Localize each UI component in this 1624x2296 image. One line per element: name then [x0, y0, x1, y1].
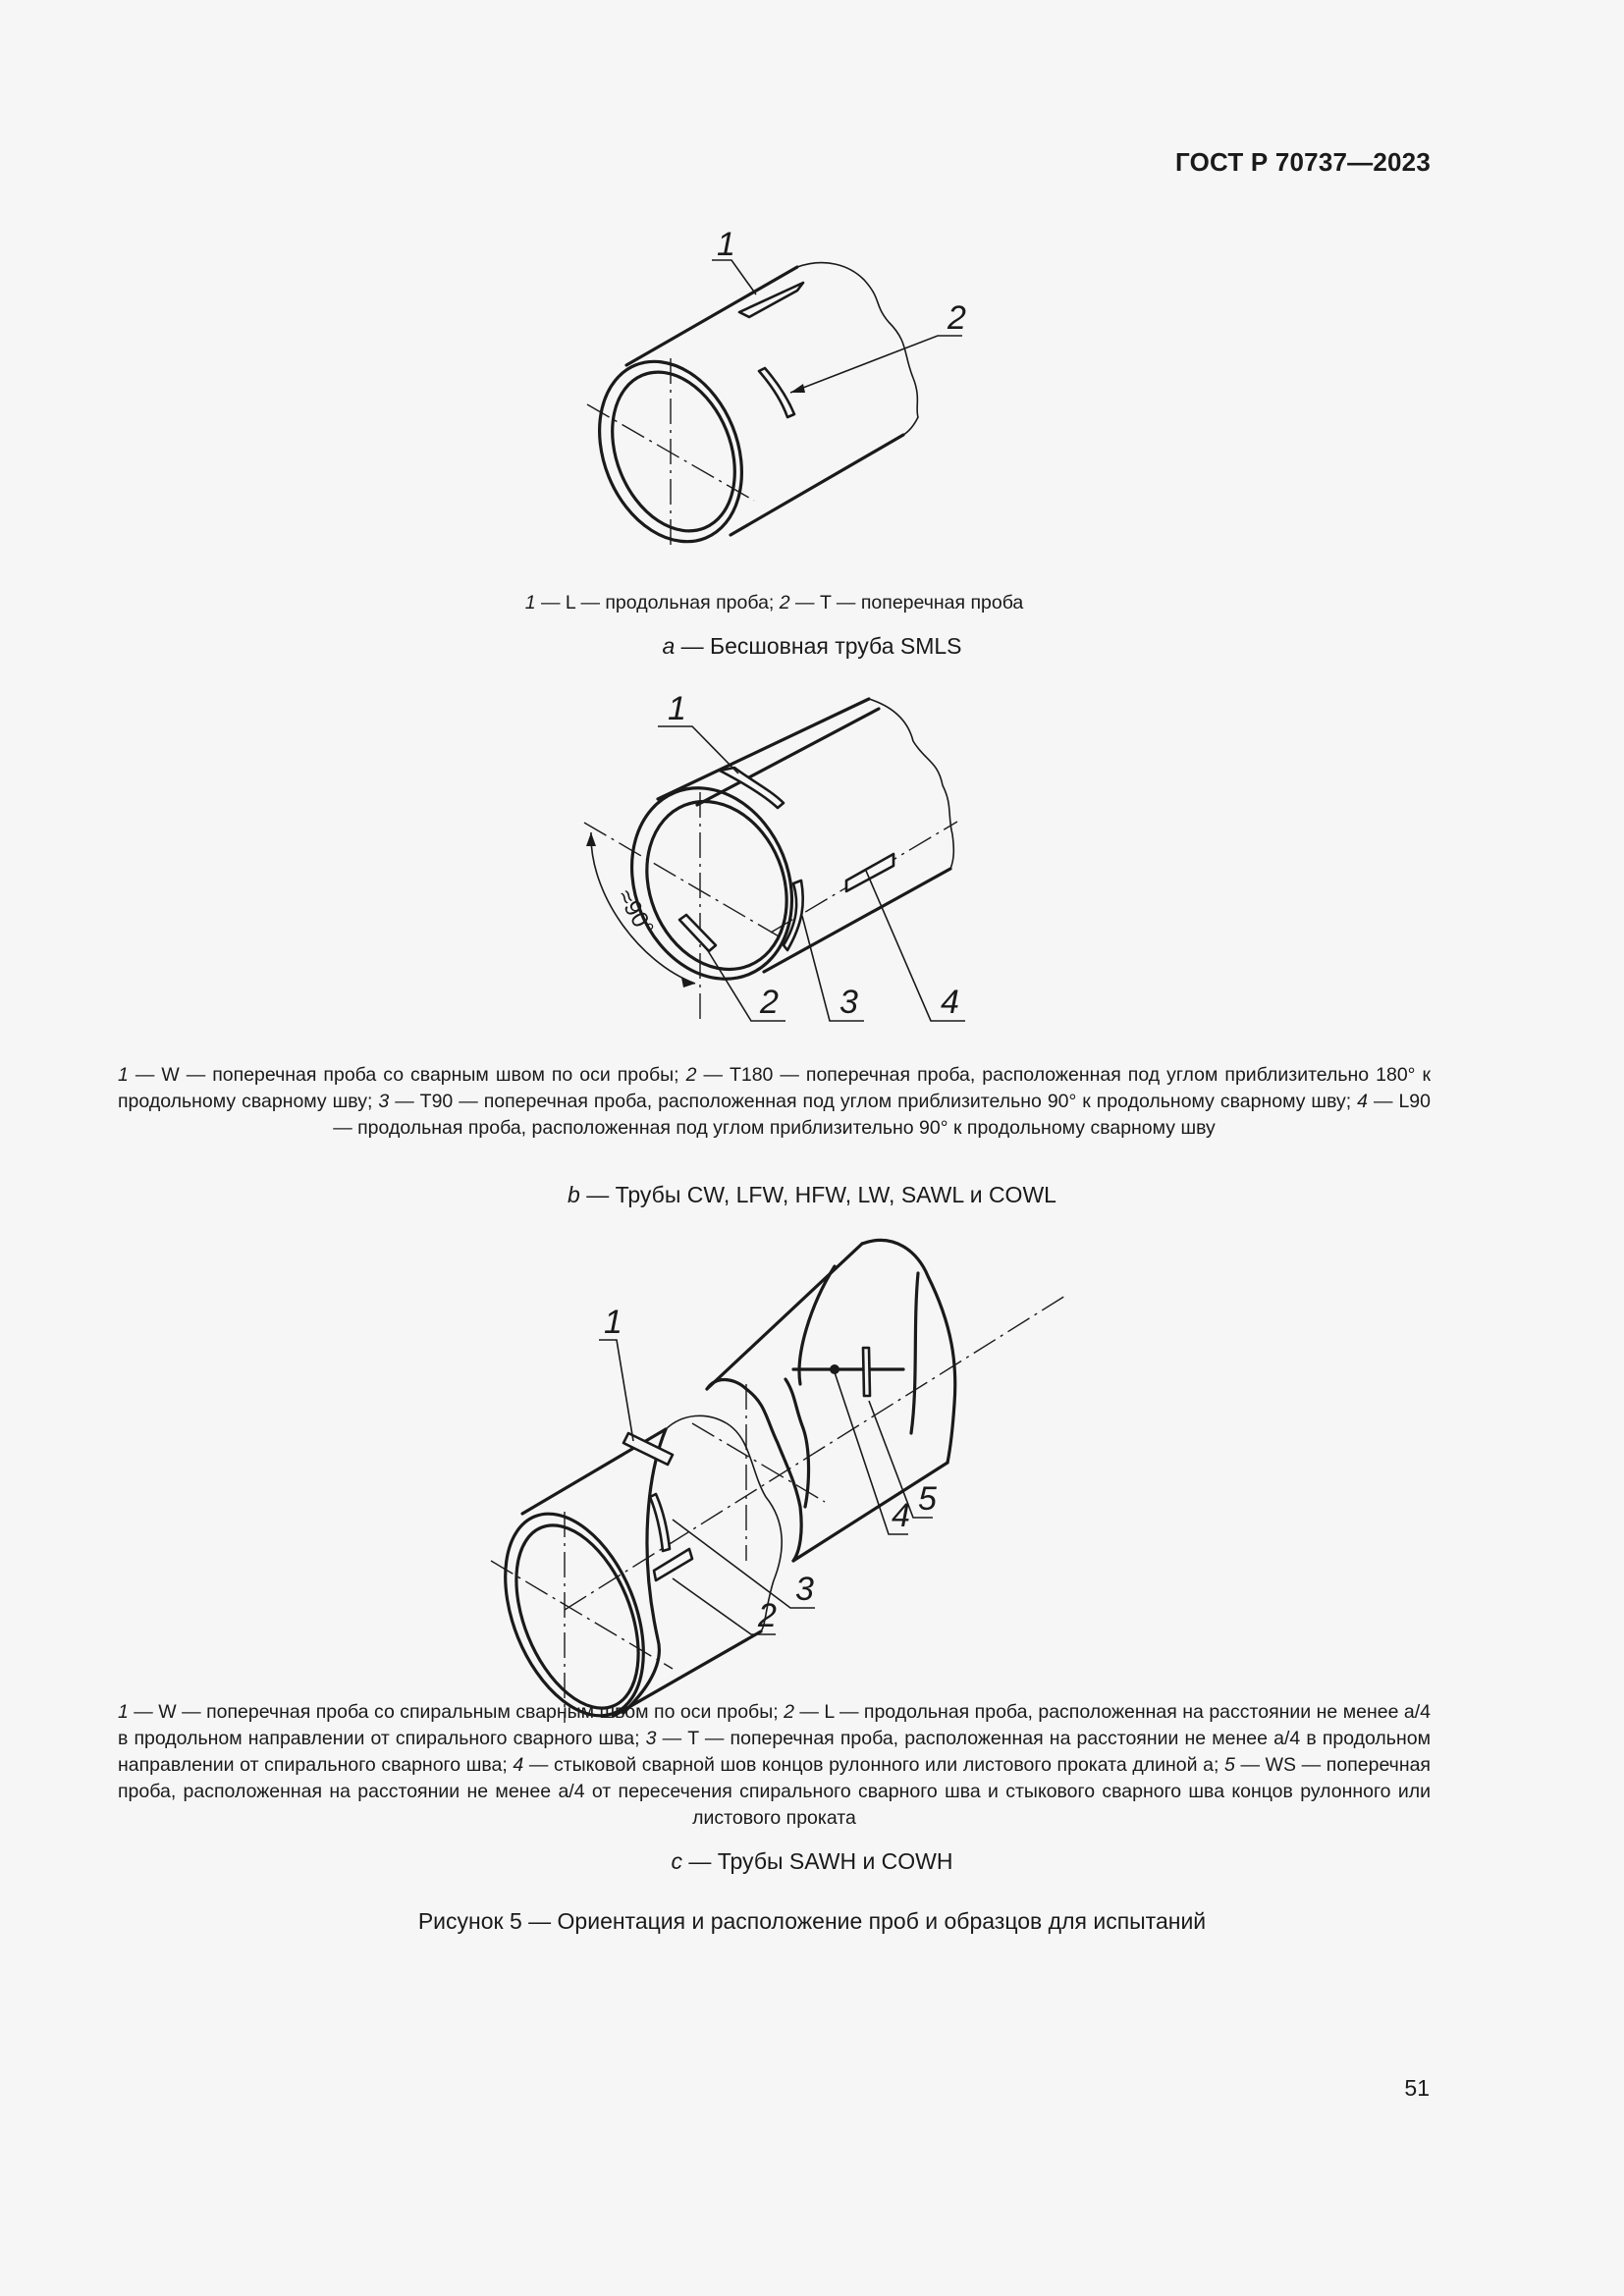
- figure-c-drawing: [471, 1237, 1080, 1669]
- caption-text: — Бесшовная труба SMLS: [675, 633, 962, 659]
- page-number: 51: [1404, 2075, 1430, 2101]
- figure-a-legend: [118, 590, 1431, 616]
- legend-text: — WS — поперечная проба, расположенная на расстоянии не менее a/4 от пересечения спирального сварного шва и стыкового сварного шва концов рулонного или листового проката: [118, 1754, 1431, 1829]
- seamless-pipe-diagram: [569, 206, 966, 569]
- legend-num: 2: [685, 1064, 697, 1086]
- angle-label: ≈90°: [611, 884, 659, 940]
- legend-num: 2: [784, 1701, 794, 1723]
- legend-num: 4: [1357, 1091, 1369, 1112]
- legend-text: — стыковой сварной шов концов рулонного или листового проката длиной a;: [523, 1754, 1225, 1776]
- legend-text: — T — поперечная проба, расположенная на расстоянии не менее a/4 в продольном направлении от спирального сварного шва;: [118, 1728, 1431, 1776]
- figure-c-caption: [0, 1848, 1624, 1875]
- longitudinal-weld-pipe-diagram: [569, 677, 982, 1041]
- callout-3: 3: [795, 1571, 814, 1608]
- legend-text: — L — продольная проба;: [535, 592, 780, 614]
- callout-1: 1: [717, 226, 735, 263]
- legend-num: 5: [1224, 1754, 1235, 1776]
- caption-text: — Трубы CW, LFW, HFW, LW, SAWL и COWL: [579, 1182, 1056, 1207]
- callout-3: 3: [839, 984, 858, 1021]
- legend-text: — T90 — поперечная проба, расположенная под углом приблизительно 90° к продольному сварному шву;: [389, 1091, 1358, 1112]
- caption-letter: c: [671, 1848, 682, 1874]
- figure-title: Рисунок 5 — Ориентация и расположение проб и образцов для испытаний: [417, 1908, 1207, 1934]
- spiral-weld-pipe-diagram: [471, 1237, 1080, 1669]
- legend-text: — T — поперечная проба: [789, 592, 1024, 614]
- callout-4: 4: [941, 984, 959, 1021]
- caption-text: — Трубы SAWH и COWH: [681, 1848, 953, 1874]
- legend-num: 1: [118, 1064, 129, 1086]
- legend-text: — W — поперечная проба со сварным швом по оси пробы;: [128, 1064, 686, 1086]
- legend-text: — W — поперечная проба со спиральным сварным швом по оси пробы;: [128, 1701, 785, 1723]
- figure-a-caption: [0, 633, 1624, 660]
- legend-num: 3: [645, 1728, 657, 1749]
- caption-letter: a: [662, 633, 676, 659]
- callout-2: 2: [947, 299, 966, 337]
- callout-2: 2: [760, 984, 779, 1021]
- legend-num: 1: [118, 1701, 129, 1723]
- legend-num: 1: [524, 592, 536, 614]
- callout-1: 1: [668, 690, 686, 727]
- callout-4: 4: [892, 1497, 910, 1534]
- figure-b-legend: [118, 1062, 1431, 1142]
- figure-a-drawing: [569, 206, 966, 569]
- figure-b-drawing: [569, 677, 982, 1041]
- legend-text: — L — продольная проба, расположенная на расстоянии не менее a/4 в продольном направлении от спирального сварного шва;: [118, 1701, 1431, 1749]
- legend-text: — L90 — продольная проба, расположенная под углом приблизительно 90° к продольному сварному шву: [333, 1091, 1431, 1139]
- callout-2: 2: [758, 1597, 777, 1634]
- caption-letter: b: [568, 1182, 580, 1207]
- standard-code: ГОСТ Р 70737—2023: [1175, 147, 1431, 177]
- legend-text: — T180 — поперечная проба, расположенная под углом приблизительно 180° к продольному сварному шву;: [118, 1064, 1432, 1112]
- legend-num: 2: [779, 592, 790, 614]
- callout-1: 1: [604, 1304, 623, 1341]
- figure-b-caption: [0, 1182, 1624, 1208]
- figure-c-legend: [118, 1699, 1431, 1832]
- legend-num: 3: [378, 1091, 390, 1112]
- callout-5: 5: [918, 1480, 937, 1518]
- legend-num: 4: [513, 1754, 524, 1776]
